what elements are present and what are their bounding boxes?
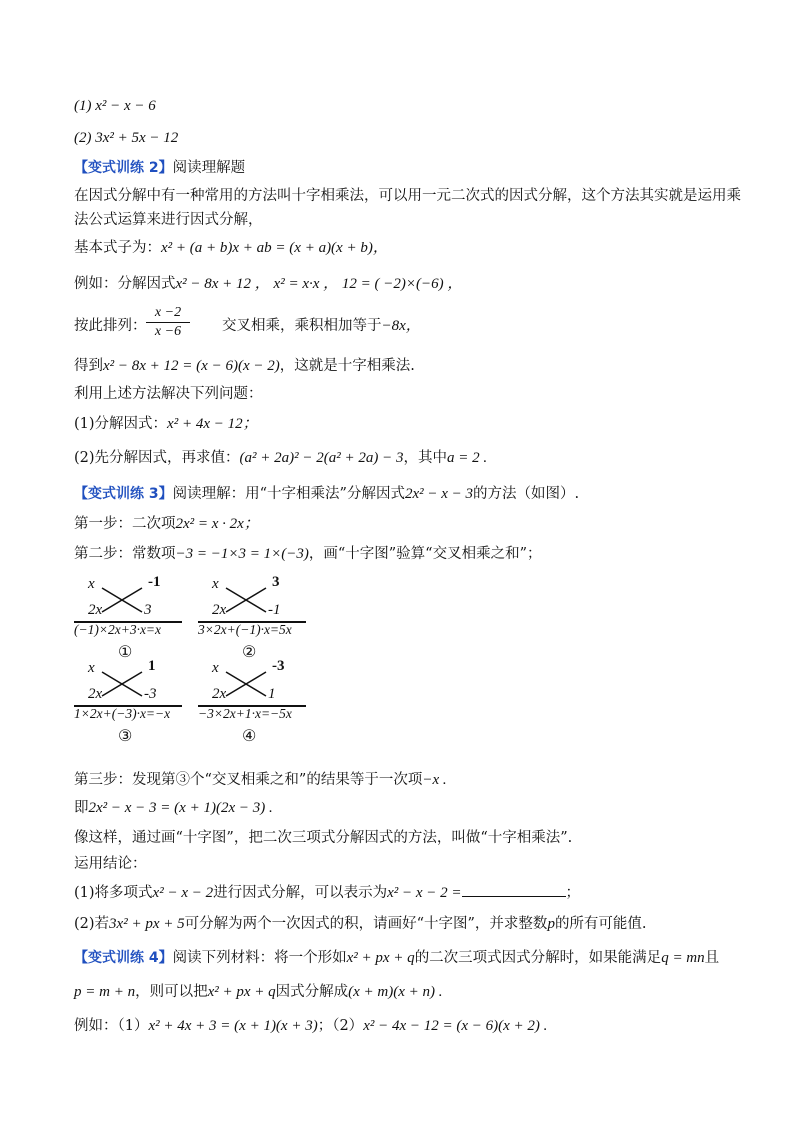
variant-4-condition: p = m + n，则可以把x² + px + q因式分解成(x + m)(x + n) . [74,984,443,1000]
variant-tag: 【变式训练 2】 [74,160,173,176]
cross-bottom-left: 2x [88,686,103,702]
cross-top-right: -3 [272,658,285,674]
variant-3-heading: 【变式训练 3】阅读理解：用“十字相乘法”分解因式2x² − x − 3的方法（如图）. [74,486,580,502]
arrangement-line: 按此排列： [74,318,147,334]
cross-result: (−1)×2x+3·x=x [74,622,162,637]
cross-bottom-left: 2x [212,602,227,618]
cross-result: 3×2x+(−1)·x=5x [198,622,292,637]
factored-result: 即2x² − x − 3 = (x + 1)(2x − 3) . [74,800,273,816]
cross-number: ④ [242,728,257,745]
cross-result: 1×2x+(−3)·x=−x [74,706,171,721]
cross-top-left: x [212,576,219,592]
cross-top-right: 3 [272,574,280,590]
question-2: (2)先分解因式，再求值：(a² + 2a)² − 2(a² + 2a) − 3，其中a = 2 . [74,450,488,466]
examples-line: 例如：（1）x² + 4x + 3 = (x + 1)(x + 3)；（2）x² − 4x − 12 = (x − 6)(x + 2) . [74,1018,548,1034]
cross-lines [198,662,308,706]
cross-bottom-right: 1 [268,686,276,702]
question-1: (1)分解因式：x² + 4x − 12； [74,416,258,432]
arrangement-fraction: x −2 x −6 [146,304,190,341]
cross-diagram-1 [74,574,184,661]
paragraph: 法公式运算来进行因式分解， [74,212,263,228]
cross-bottom-left: 2x [212,686,227,702]
variant-tag: 【变式训练 4】 [74,950,173,966]
cross-lines [74,578,184,622]
arrangement-text: 交叉相乘，乘积相加等于−8x， [222,318,421,334]
cross-top-left: x [212,660,219,676]
variant-2-heading: 【变式训练 2】阅读理解题 [74,160,246,176]
variant-4-heading: 【变式训练 4】阅读下列材料：将一个形如x² + px + q的二次三项式因式分解时，如果能满足q = mn且 [74,950,720,966]
cross-diagram-4 [198,658,308,745]
result-line: 得到x² − 8x + 12 = (x − 6)(x − 2)，这就是十字相乘法. [74,358,415,374]
question-2: (2)若3x² + px + 5可分解为两个一次因式的积，请画好“十字图”，并求整数p的所有可能值. [74,916,647,932]
paragraph: 利用上述方法解决下列问题： [74,386,263,402]
cross-number: ③ [118,728,133,745]
paragraph: 像这样，通过画“十字图”，把二次三项式分解因式的方法，叫做“十字相乘法”. [74,830,573,846]
cross-lines [74,662,184,706]
step-3: 第三步：发现第③个“交叉相乘之和”的结果等于一次项−x . [74,772,447,788]
cross-diagram-3 [74,658,184,745]
cross-top-left: x [88,660,95,676]
cross-number: ② [242,644,257,661]
cross-bottom-right: -1 [268,602,281,618]
question-1: (1)将多项式x² − x − 2进行因式分解，可以表示为x² − x − 2 = ； [74,882,580,903]
step-1: 第一步：二次项2x² = x · 2x； [74,516,259,532]
answer-blank[interactable] [462,882,566,897]
cross-bottom-right: -3 [144,686,157,702]
cross-top-right: 1 [148,658,156,674]
step-2: 第二步：常数项−3 = −1×3 = 1×(−3)，画“十字图”验算“交叉相乘之和”； [74,546,542,562]
paragraph: 运用结论： [74,856,147,872]
paragraph: 在因式分解中有一种常用的方法叫十字相乘法，可以用一元二次式的因式分解，这个方法其实就是运用乘 [74,188,741,204]
cross-top-left: x [88,576,95,592]
cross-bottom-left: 2x [88,602,103,618]
cross-number: ① [118,644,133,661]
cross-bottom-right: 3 [144,602,152,618]
cross-diagram-2 [198,574,308,661]
formula-line: 基本式子为：x² + (a + b)x + ab = (x + a)(x + b)， [74,240,388,256]
variant-tag: 【变式训练 3】 [74,486,173,502]
cross-result: −3×2x+1·x=−5x [198,706,292,721]
cross-top-right: -1 [148,574,161,590]
example-line: 例如：分解因式x² − 8x + 12 ， x² = x·x ， 12 = ( −2)×(−6) ， [74,276,463,292]
problem-1: (1) x² − x − 6 [74,98,156,114]
problem-2: (2) 3x² + 5x − 12 [74,130,179,146]
cross-lines [198,578,308,622]
